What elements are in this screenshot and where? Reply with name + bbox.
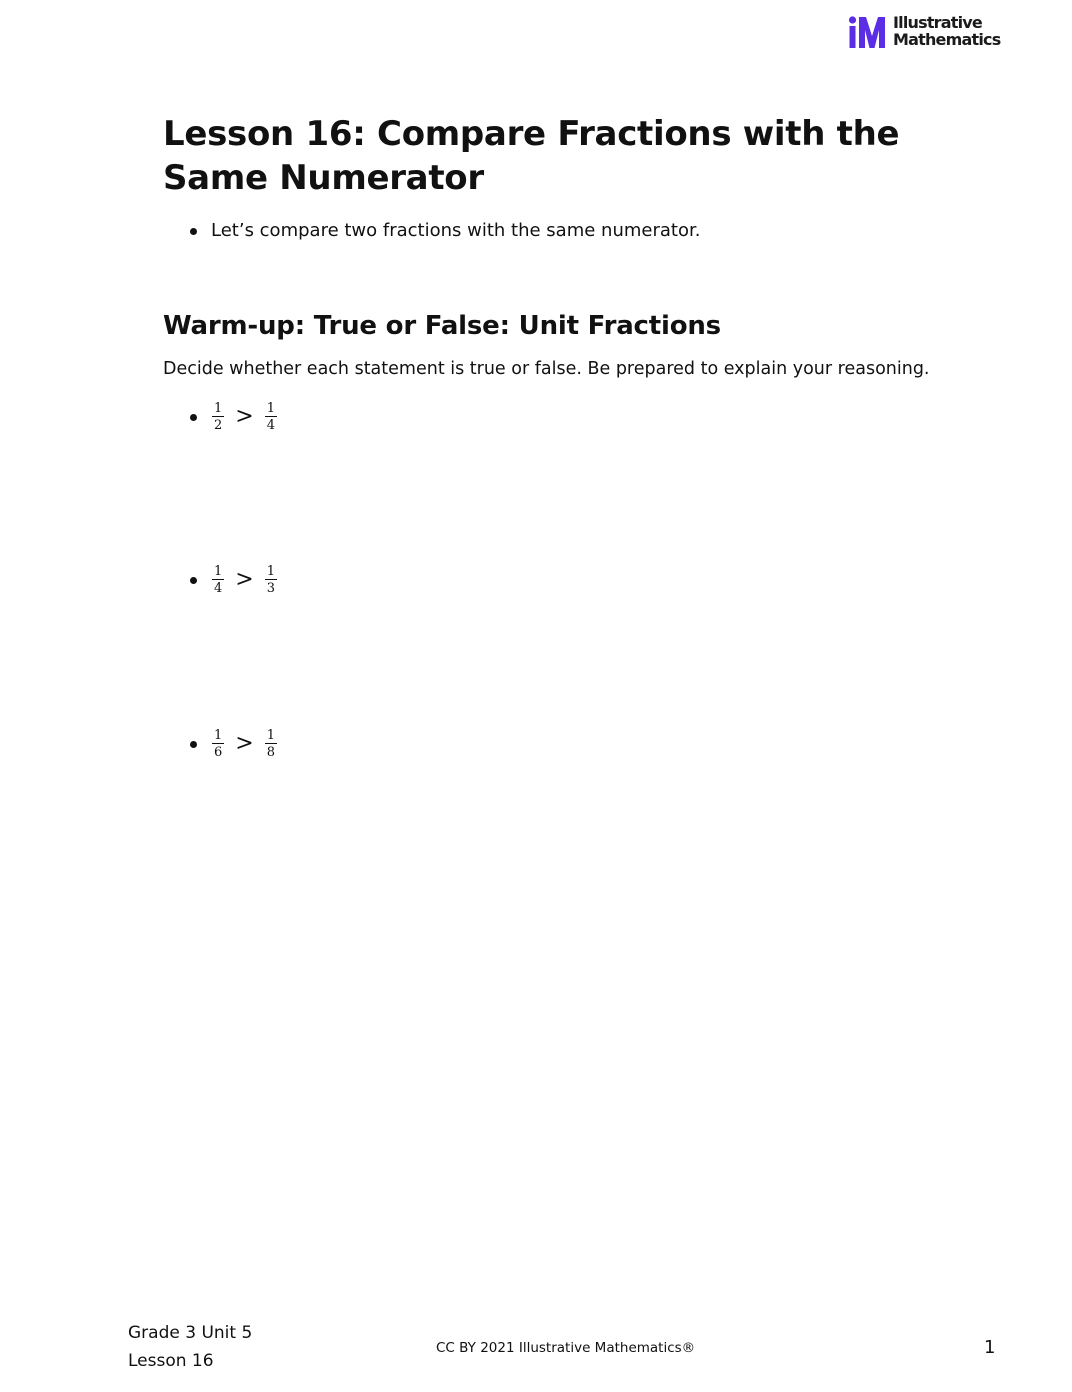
bullet-icon xyxy=(190,228,197,235)
denominator: 4 xyxy=(214,581,223,596)
inequality xyxy=(211,565,278,595)
fraction-right xyxy=(264,565,278,595)
numerator: 1 xyxy=(266,564,275,579)
denominator: 4 xyxy=(266,418,275,433)
bullet-icon xyxy=(190,741,197,748)
numerator: 1 xyxy=(214,564,223,579)
fraction-left xyxy=(211,729,225,759)
footer-lesson: Lesson 16 xyxy=(128,1351,214,1371)
comparison-operator: > xyxy=(235,567,254,592)
page-title: Lesson 16: Compare Fractions with the Same Numerator xyxy=(163,114,900,198)
numerator: 1 xyxy=(214,401,223,416)
denominator: 6 xyxy=(214,745,223,760)
comparison-operator: > xyxy=(235,404,254,429)
fraction-right xyxy=(264,402,278,432)
learning-goal-item xyxy=(190,219,700,243)
statement-item xyxy=(190,402,278,432)
statement-item xyxy=(190,565,278,595)
fraction-right xyxy=(264,729,278,759)
footer-copyright: CC BY 2021 Illustrative Mathematics® xyxy=(436,1340,696,1356)
logo-text-line2: Mathematics xyxy=(893,30,1001,49)
statement-item xyxy=(190,729,278,759)
denominator: 2 xyxy=(214,418,223,433)
numerator: 1 xyxy=(214,728,223,743)
inequality xyxy=(211,729,278,759)
fraction-left xyxy=(211,565,225,595)
numerator: 1 xyxy=(266,728,275,743)
warmup-instructions: Decide whether each statement is true or false. Be prepared to explain your reasoning. xyxy=(163,359,930,379)
logo-text-line1: Illustrative xyxy=(893,13,982,32)
footer-grade-unit: Grade 3 Unit 5 xyxy=(128,1323,253,1343)
learning-goal-text: Let’s compare two fractions with the same numerator. xyxy=(211,220,701,241)
inequality xyxy=(211,402,278,432)
page-number: 1 xyxy=(984,1337,996,1358)
im-logo xyxy=(848,14,1008,54)
denominator: 8 xyxy=(266,745,275,760)
comparison-operator: > xyxy=(235,731,254,756)
fraction-left xyxy=(211,402,225,432)
warmup-heading: Warm-up: True or False: Unit Fractions xyxy=(163,311,721,341)
bullet-icon xyxy=(190,577,197,584)
denominator: 3 xyxy=(266,581,275,596)
numerator: 1 xyxy=(266,401,275,416)
bullet-icon xyxy=(190,414,197,421)
im-logo-icon xyxy=(848,16,888,49)
